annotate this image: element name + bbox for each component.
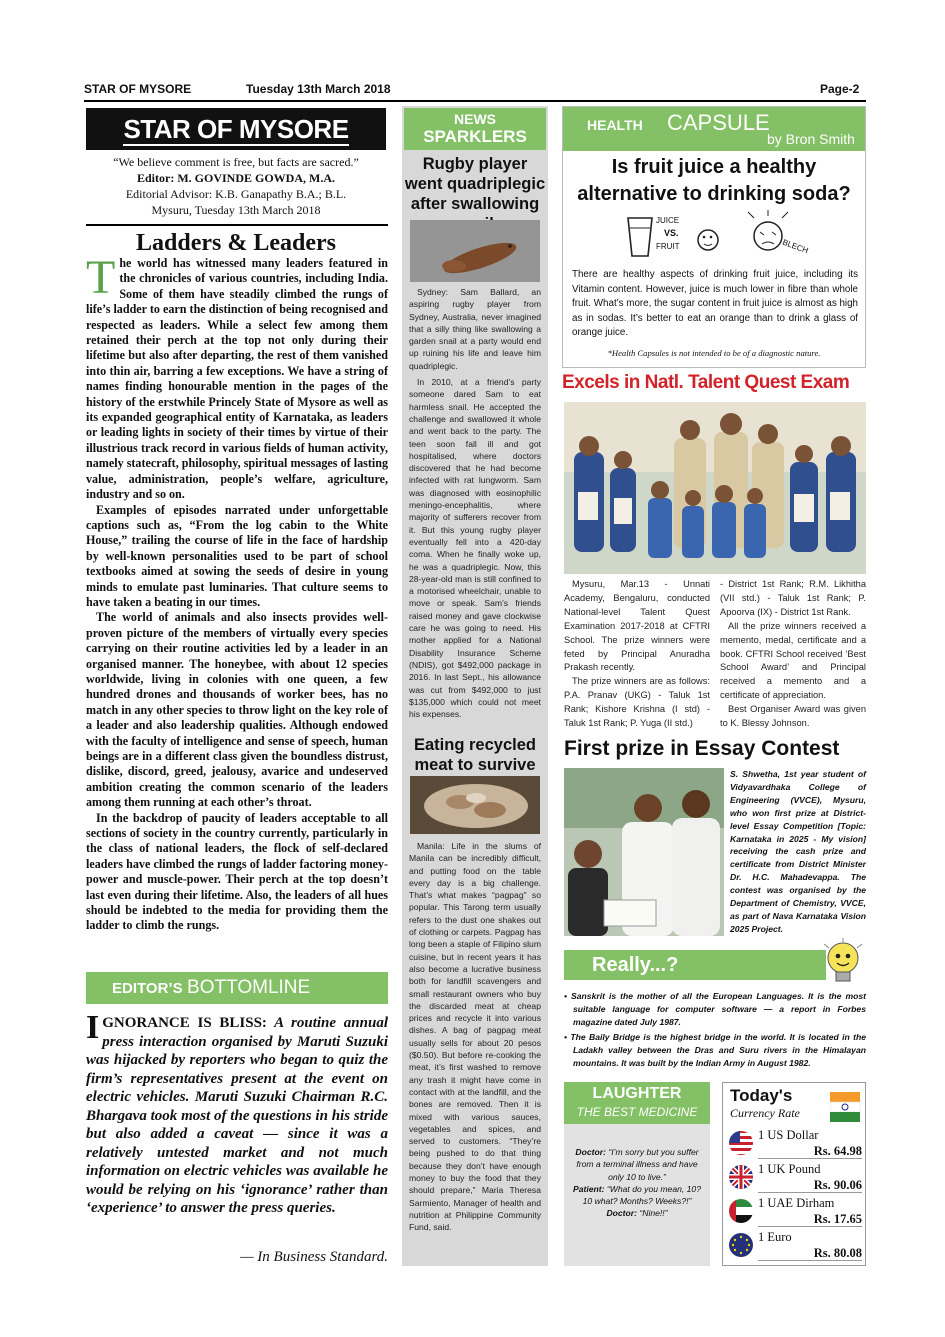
sparklers-story2-p1: Manila: Life in the slums of Manila can be incredibly difficult, and putting food on the table every day is a big challenge. That’s what makes “pagpag” so popular. This Tarong term usually refers to the dust one shakes out of clothing or carpets. Pagpag has long been a staple of Filipino slum cuisine, but in recent years it has also become a lucrative business both for landfill scavengers and small restaurant owners who buy the discarded meat at cheap prices and recycle it into various dishes. A bag of pagpag meat usually sells for about 20 pesos ($0.50). But before re-cooking the meat, it’s first washed to remove any trash it might have come in contact with at the landfill, and the bones are removed. Then it is mixed with various sauces, vegetables and spices, and served to customers. “They’re being pushed to do that thing because they don’t have enough money to buy the food that they should prepare,” Maria Theresa Sarmiento, Manager of health and nutrition at Philippine Community Fund, said.	[409, 841, 541, 1233]
sketch-fruit: FRUIT	[656, 242, 680, 251]
bottomline-lead: GNORANCE IS BLISS:	[102, 1015, 267, 1031]
talent-right-p1: - District 1st Rank; R.M. Likhitha (VII std.) - Taluk 1st Rank; P. Apoorva (IX) - District 1st Rank.	[720, 579, 866, 617]
essay-award-photo	[564, 768, 724, 936]
editorial-paragraph-4: In the backdrop of paucity of leaders acceptable to all sections of society in the country currently, particularly in the class of national leaders, the flock of self-declared leaders have climbed the rungs of ladder factoring money-power and muscle-power. Their perch at the top doesn’t last even during their lifetime. Also, the leaders of all hues should be indebted to the media for providing them the ladder to climb the rungs.	[86, 810, 388, 933]
sparklers-story1-p2: In 2010, at a friend’s party someone dared Sam to eat harmless snail. He accepted the challenge and swallowed it whole and went back to the party. The teen soon fall ill and got hospitalised, where doctors discovered that he had become infected with rat lungworm. Sam was diagnosed with eosinophilic meningo-encephalitis, where majority of sufferers recover from it. But this young rugby player eventually fell into a 420-day coma. When he finally woke up, he was a quadriplegic. Now, this 28-year-old man is still confined to a motorised wheelchair, unable to move or speak. Sam’s friends raised money and gave clockwise care he was going to need. His mother applied for a National Disability Insurance Scheme (NDIS), got $492,000 package in 2016. In last Sept., his allowance was cut from $492,000 to just $135,000 which could not meet his expenses.	[409, 377, 541, 720]
health-sketch	[622, 210, 812, 264]
really-items	[564, 990, 866, 1069]
bottomline-dropcap: I	[86, 1009, 100, 1046]
meat-photo	[410, 776, 540, 834]
health-label-b: CAPSULE	[667, 110, 770, 135]
talent-title: Excels in Natl. Talent Quest Exam	[562, 372, 850, 393]
talent-photo	[564, 402, 866, 574]
talent-right-p3: Best Organiser Award was given to K. Blessy Johnson.	[720, 704, 866, 729]
sparklers-banner	[404, 108, 546, 150]
talent-left-column	[564, 578, 710, 731]
essay-caption: S. Shwetha, 1st year student of Vidyavardhaka College of Engineering (VVCE), Mysuru, who won first prize at District-level Essay Competition [Topic: Karnataka in 2025 - My vision] receiving the cash prize and certificate from District Minister Dr. H.C. Mahadevappa. The contest was organised by the Department of Chemistry, VVCE, as part of Nava Karnataka Vision 2025 Project.	[730, 769, 866, 934]
currency-name-aed: 1 UAE Dirham	[758, 1196, 835, 1210]
snail-illustration	[410, 220, 540, 282]
really-banner: Really...?	[564, 950, 826, 980]
masthead-logo	[86, 108, 386, 150]
currency-divider	[758, 1158, 862, 1159]
talent-left-p2: The prize winners are as follows: P.A. Pranav (UKG) - Taluk 1st Rank; Kishore Krishna (I std) - Taluk 1st Rank; P. Yuga (II std.)	[564, 676, 710, 729]
editorial-paragraph-3: The world of animals and also insects provides well-proven picture of the members of virtually every species carrying on their routine activities led by a leader in an organised manner. The honeybee, with about 12 species worldwide, living in colonies with one queen, a few hundred drones and thousands of worker bees, has no match in any other species to throw light on the key role of a leader and also leadership qualities. Although endowed with the faculty of intelligence and sense of speech, human beings are in a different class given the boundless distrust, dislike, discord, greed, jealousy, avarice and undeserved ambition creating the common scenario of the leaders among them running at each other’s throat.	[86, 610, 388, 810]
currency-row-usd	[728, 1128, 862, 1158]
sparklers-story1-p1: Sydney: Sam Ballard, an aspiring rugby player from Sydney, Australia, never imagined that a silly thing like swallowing a garden snail at a party would end up ruining his life and leave him quadriplegic.	[409, 287, 541, 371]
laughter-text-1: “I’m sorry but you suffer from a terminal illness and have only 10 to live.”	[576, 1147, 699, 1182]
masthead-motto: “We believe comment is free, but facts are sacred.”	[113, 155, 359, 169]
health-title: Is fruit juice a healthy alternative to drinking soda?	[577, 156, 851, 205]
currency-name-usd: 1 US Dollar	[758, 1128, 819, 1142]
laughter-line-2	[570, 1183, 704, 1208]
uk-flag-icon	[728, 1164, 754, 1190]
sketch-vs: VS.	[664, 228, 679, 238]
us-flag-icon	[728, 1130, 754, 1156]
currency-rate-usd: Rs. 64.98	[813, 1144, 862, 1158]
bottomline-label-a: EDITOR’S	[112, 980, 183, 997]
editorial-body	[86, 251, 388, 934]
laughter-who-1: Doctor:	[575, 1147, 606, 1157]
sketch-juice: JUICE	[656, 216, 680, 225]
editorial-paragraph-2: Examples of episodes narrated under unforgettable captions such as, “From the log cabin to the White House,” trailing the course of life in the face of hardship by well-known personalities used to be part of school textbooks aimed at sowing the seeds of desire in young minds to emulate past luminaries. That culture seems to have taken a beating in our times.	[86, 502, 388, 609]
masthead-place-date: Mysuru, Tuesday 13th March 2018	[151, 203, 321, 217]
sparklers-story2-body	[409, 840, 541, 1238]
currency-row-gbp	[728, 1162, 862, 1192]
talent-left-p1: Mysuru, Mar.13 - Unnati Academy, Bengaluru, conducted National-level Talent Quest Examination 2017-2018 at CFTRI School. The prize winners were feted by Principal Anuradha Prakash recently.	[564, 579, 710, 673]
header-date: Tuesday 13th March 2018	[246, 82, 391, 96]
health-byline: by Bron Smith	[767, 131, 855, 147]
laughter-text-2: “What do you mean, 10? 10 what? Months? Weeks?!”	[582, 1183, 701, 1207]
laughter-text-3: “Nine!!”	[637, 1208, 668, 1219]
masthead-rule	[86, 224, 388, 226]
talent-right-p2: All the prize winners received a memento, medal, certificate and a book. CFTRI School received ‘Best School Award’ and Principal received a memento and a certificate of appreciation.	[720, 620, 866, 701]
lightbulb-icon	[820, 938, 866, 986]
bottomline-label-b: BOTTOMLINE	[187, 977, 311, 998]
uae-flag-icon	[728, 1198, 754, 1224]
sparklers-story1-title: Rugby player went quadriplegic after swallowing	[404, 155, 546, 213]
laughter-joke	[570, 1146, 704, 1220]
laughter-label-b: THE BEST MEDICINE	[576, 1105, 698, 1119]
snail-photo	[410, 220, 540, 282]
editorial-dropcap: T	[86, 251, 116, 304]
sketch-blech: BLECH	[781, 237, 810, 256]
currency-name-eur: 1 Euro	[758, 1230, 792, 1244]
laughter-who-3: Doctor:	[606, 1208, 637, 1219]
eu-flag-icon	[728, 1232, 754, 1258]
currency-row-aed	[728, 1196, 862, 1226]
currency-divider	[758, 1260, 862, 1261]
sparklers-story1-body	[409, 286, 541, 724]
meat-illustration	[410, 776, 540, 834]
header-page-number: Page-2	[820, 82, 860, 96]
masthead-advisor: Editorial Advisor: K.B. Ganapathy B.A.; B.L.	[125, 187, 347, 201]
header-rule	[84, 100, 866, 102]
masthead-info	[86, 154, 386, 218]
laughter-label-a: LAUGHTER	[592, 1085, 682, 1102]
sparklers-story2-title: Eating recycled meat to survive	[414, 736, 536, 774]
laughter-line-3	[570, 1207, 704, 1219]
health-note: *Health Capsules is not intended to be of a diagnostic nature.	[607, 348, 821, 358]
sparklers-label-b: SPARKLERS	[423, 127, 527, 146]
really-item-2: • The Baily Bridge is the highest bridge in the world. It is located in the Ladakh valley between the Dras and Suru rivers in the Himalayan mountains. It was built by the Indian Army in August 1982.	[564, 1031, 866, 1068]
header-paper-name: STAR OF MYSORE	[84, 82, 192, 96]
currency-rate-aed: Rs. 17.65	[813, 1212, 862, 1226]
currency-divider	[758, 1226, 862, 1227]
health-body: There are healthy aspects of drinking fruit juice, including its Vitamin content. However, juice is much lower in fibre than whole fruit. What’s more, the sugar content in fruit juice is almost as high as in sodas. It’s better to eat an orange than to drink a glass of orange juice.	[572, 269, 858, 339]
talent-group-photo	[564, 402, 866, 574]
health-label-a: HEALTH	[587, 117, 643, 133]
really-item-1: • Sanskrit is the mother of all the European Languages. It is the most suitable language for computer software — a report in Forbes magazine dated July 1987.	[564, 991, 867, 1027]
talent-right-column	[720, 578, 866, 731]
currency-name-gbp: 1 UK Pound	[758, 1162, 821, 1176]
currency-rate-gbp: Rs. 90.06	[813, 1178, 862, 1192]
health-banner	[563, 107, 865, 151]
essay-photo	[564, 768, 724, 936]
currency-divider	[758, 1192, 862, 1193]
india-flag-graphic	[830, 1090, 862, 1124]
bottomline-source: — In Business Standard.	[240, 1249, 388, 1265]
laughter-who-2: Patient:	[572, 1183, 605, 1194]
essay-title: First prize in Essay Contest	[564, 737, 840, 760]
bottomline-body	[86, 1009, 388, 1218]
currency-subtitle: Currency Rate	[730, 1106, 800, 1120]
really-item-1-text: Sanskrit is the mother of all the European Languages. It is the most suitable language for computer software — a report in Forbes magazine dated July 1987.	[571, 991, 867, 1027]
masthead-editor: Editor: M. GOVINDE GOWDA, M.A.	[137, 171, 335, 185]
sparklers-label-a: NEWS	[454, 111, 496, 127]
bottomline-text: A routine annual press interaction organised by Maruti Suzuki was hijacked by reporters who began to quiz the firm’s representatives present at the event on electric vehicles. Maruti Suzuki Chairman R.C. Bhargava took most of the questions in his stride but also added a caveat — since it was a relatively untested market and not much information on electric vehicles was available he would be relying on his ‘ignorance’ rather than ‘experience’ to answer the press queries.	[86, 1015, 388, 1216]
editorial-title: Ladders & Leaders	[136, 230, 336, 256]
editorial-paragraph-1: he world has witnessed many leaders featured in the chronicles of various countries, including India. Some of them have steadily climbed the rungs of life’s ladder to earn the distinction of being recognised and respected as leaders. While a select few among them retained their perch at the top not only during their lifetime but also after departing, the rest of them vanished into thin air, barring a few exceptions. We have a string of names finding honourable mention in the pages of the history of the erstwhile Princely State of Mysore as well as its expanded geographical entity of Karnataka, as leaders or leading lights in society of their times by virtue of their illustrious track record in various fields of human activity, namely statecraft, philosophy, spiritual messages of lasting value, administration, people’s welfare, agriculture, industry and so on.	[86, 256, 388, 502]
currency-title: Today's	[730, 1086, 793, 1105]
lightbulb-graphic	[820, 938, 866, 986]
laughter-banner	[564, 1082, 710, 1124]
bottomline-banner	[86, 972, 388, 1004]
laughter-line-1	[570, 1146, 704, 1183]
india-flag-icon	[830, 1090, 862, 1124]
currency-row-eur	[728, 1230, 862, 1260]
masthead-title: STAR OF MYSORE	[123, 114, 349, 144]
really-item-2-text: The Baily Bridge is the highest bridge in the world. It is located in the Ladakh valley between the Dras and Suru rivers in the Himalayan mountains. It was built by the Indian Army in August 1982.	[570, 1031, 866, 1068]
currency-rate-eur: Rs. 80.08	[813, 1246, 862, 1260]
